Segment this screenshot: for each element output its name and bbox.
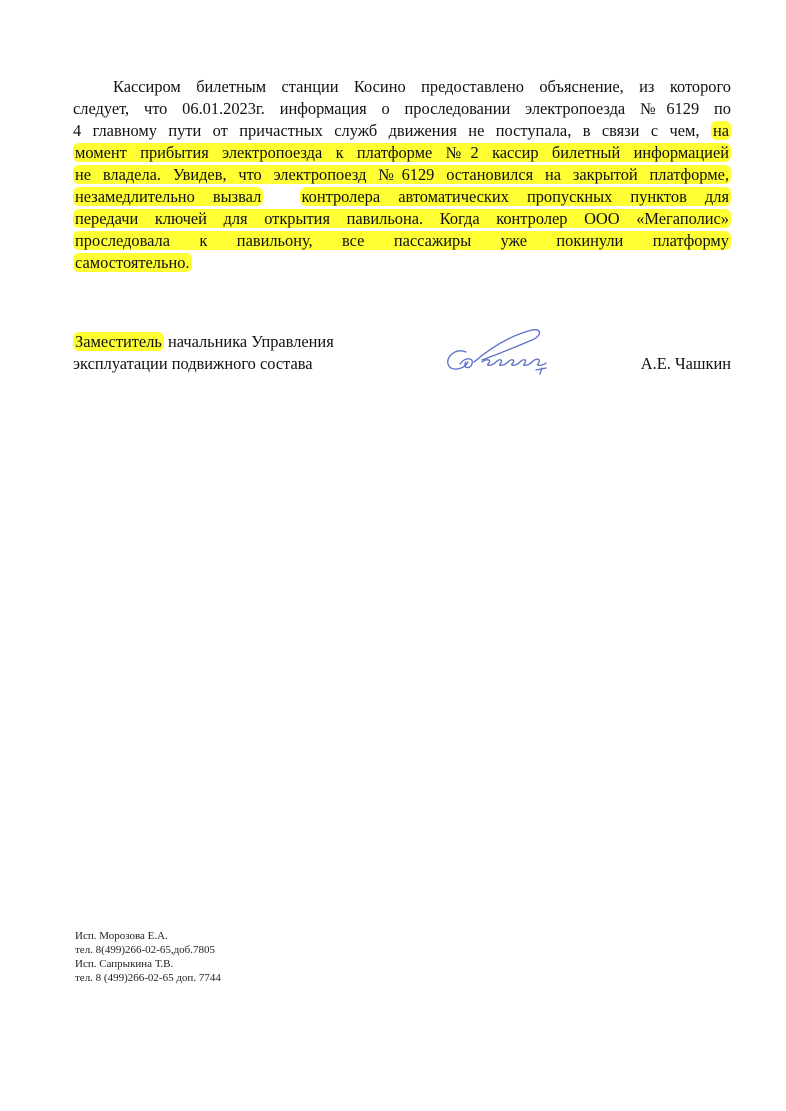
highlighted-text: не владела. Увидев, что электропоезд №6129 остановился на закрытой платформе,	[75, 165, 729, 184]
executor-1-phone: тел. 8(499)266-02-65,доб.7805	[75, 944, 216, 956]
executor-2: Исп. Сапрыкина Т.В.	[75, 958, 174, 970]
paragraph-line-6	[73, 186, 731, 208]
highlighted-text: незамедлительно вызвал	[75, 187, 262, 206]
highlighted-text: самостоятельно.	[75, 253, 190, 272]
highlight-zamestitel: Заместитель	[75, 332, 162, 351]
title-rest: начальника Управления	[163, 332, 334, 351]
paragraph-line-4	[73, 142, 731, 164]
paragraph-line-5	[73, 164, 731, 186]
handwritten-signature-icon	[438, 326, 578, 378]
executor-1: Исп. Морозова Е.А.	[75, 930, 168, 942]
paragraph-line-8	[73, 230, 731, 252]
paragraph-line-1: Кассиром билетным станции Косино предоставлено объяснение, из которого	[113, 77, 731, 96]
explanation-paragraph	[73, 76, 731, 274]
highlighted-text: момент прибытия электропоезда к платформе №2 кассир билетный информацией	[75, 143, 729, 162]
signatory-name: А.Е. Чашкин	[640, 354, 731, 373]
paragraph-line-7	[73, 208, 731, 230]
paragraph-line-3	[73, 120, 731, 142]
signatory-title	[73, 331, 334, 375]
highlighted-text: проследовала к павильону, все пассажиры уже покинули платформу	[75, 231, 729, 250]
paragraph-line-9	[73, 252, 731, 274]
executor-2-phone: тел. 8 (499)266-02-65 доп. 7744	[75, 972, 221, 984]
highlighted-text: передачи ключей для открытия павильона. Когда контролер ООО «Мегаполис»	[75, 209, 729, 228]
highlight-na: на	[712, 121, 729, 140]
paragraph-line-3-plain: 4 главному пути от причастных служб движения не поступала, в связи с чем,	[73, 121, 700, 140]
executors-block	[75, 929, 221, 985]
signatory-title-line-2: эксплуатации подвижного состава	[73, 354, 313, 373]
highlighted-text: контролера автоматических пропускных пунктов для	[301, 187, 729, 206]
signatory-title-line-1	[73, 331, 334, 353]
paragraph-line-2: следует, что 06.01.2023г. информация о проследовании электропоезда №6129 по	[73, 99, 731, 118]
